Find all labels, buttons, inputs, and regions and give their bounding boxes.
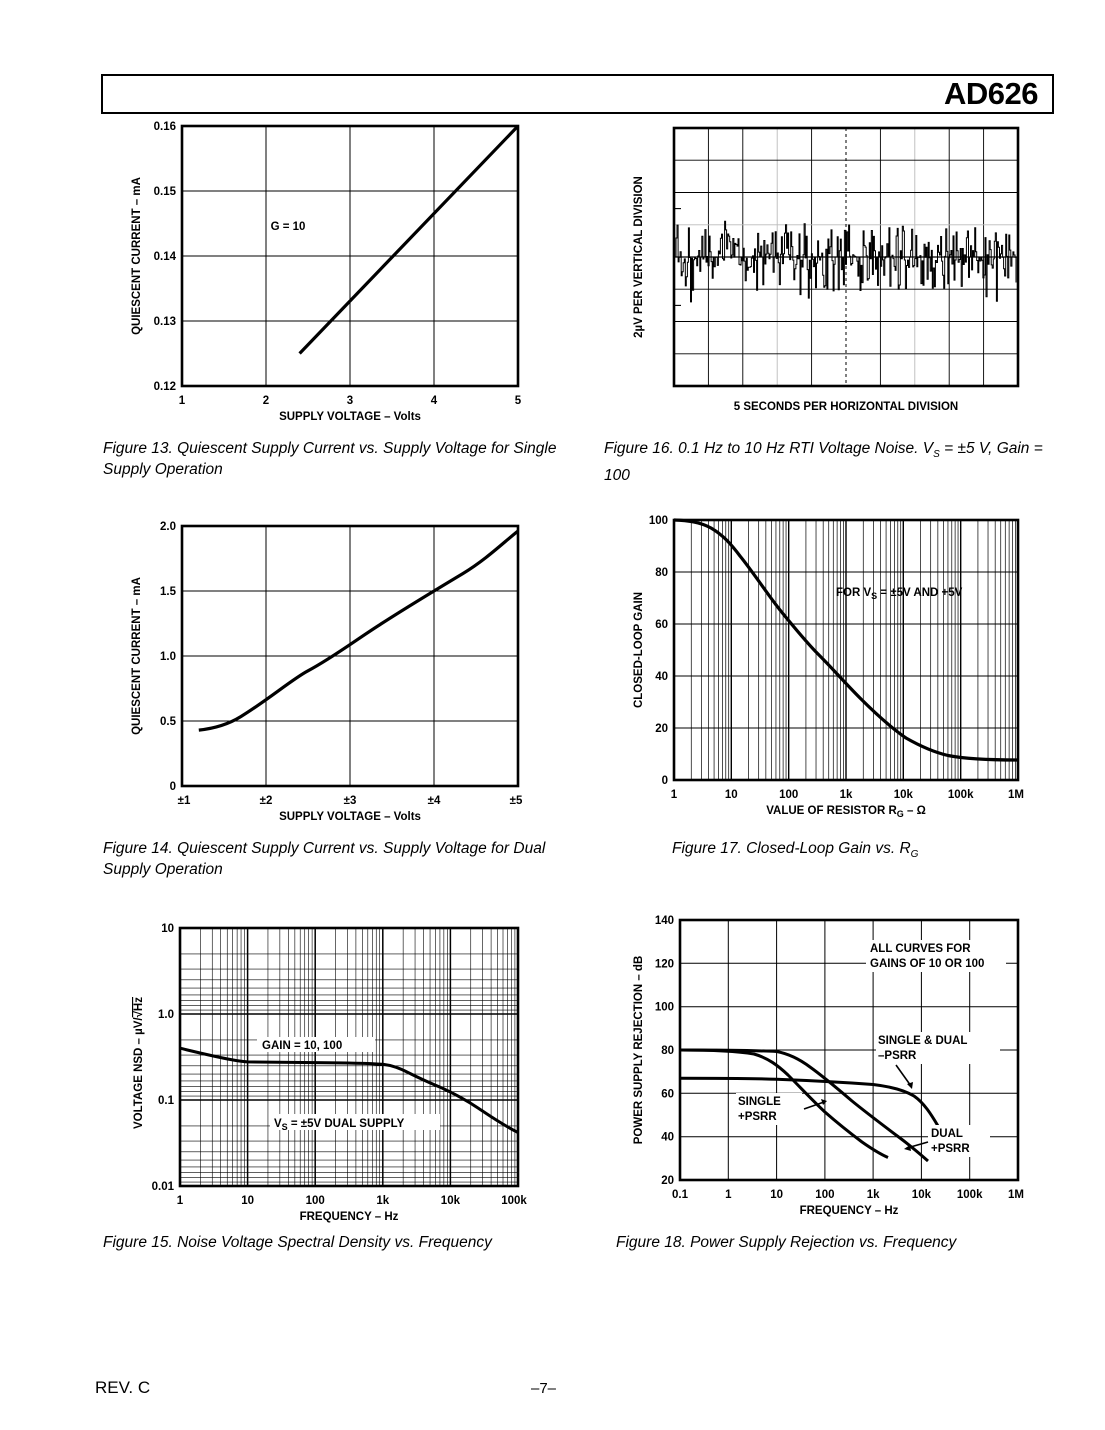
fig15-xtick-4: 10k [440,1195,460,1207]
fig18-leader-minus-psrr [896,1065,911,1086]
fig18-ytick-1: 120 [654,958,674,971]
fig17-ytick-3: 40 [655,671,668,683]
figure-17-caption-line1: Figure 17. Closed-Loop Gain vs. R [672,840,911,857]
figure-16-caption-line2: Gain = 100 [604,440,1043,485]
fig17-x-axis-label: VALUE OF RESISTOR $R_G$ – Ω [766,805,926,819]
fig18-xtick-3: 100 [815,1189,835,1201]
fig18-annotation-single-psrr-line2: +PSRR [738,1111,777,1123]
fig15-major-gridlines [180,928,518,1186]
fig15-xtick-5: 100k [501,1195,527,1207]
figure-18 [628,912,1028,1217]
fig18-ytick-5: 40 [661,1131,674,1144]
page-header-box [101,74,1054,114]
fig18-xtick-7: 1M [1008,1189,1024,1201]
fig15-minor-gridlines [180,928,518,1186]
figure-16-caption-line1: Figure 16. 0.1 Hz to 10 Hz RTI Voltage Noise. V [604,440,934,457]
fig13-xtick-1: 2 [262,395,270,407]
fig17-xtick-6: 1M [1008,789,1024,801]
fig13-gridlines [182,126,518,386]
figure-15-caption-line1: Figure 15. Noise Voltage Spectral Density vs. Frequency [103,1234,492,1251]
fig18-annotation-dual-psrr-line2: +PSRR [931,1143,970,1155]
fig15-axes-frame [180,928,518,1186]
fig15-ytick-0: 10 [161,923,174,935]
fig13-ytick-2: 0.14 [153,251,176,263]
figure-18-caption [616,1232,1076,1253]
fig14-xtick-4: ±5 [509,795,523,807]
figure-16-caption [604,438,1054,486]
fig14-gridlines [182,526,518,786]
figure-13-caption-line2: for Single Supply Operation [103,440,557,478]
figure-17-caption [672,838,1092,865]
figure-15 [118,918,538,1223]
fig18-annotation-minus-psrr-line2: –PSRR [878,1050,917,1062]
fig17-xtick-4: 10k [893,789,913,801]
fig15-ytick-3: 0.01 [151,1181,174,1193]
fig18-annotation-minus-psrr-line1: SINGLE & DUAL [878,1035,968,1047]
fig17-annotation-supply: FOR $V_S = \pm 5V$ AND +5V [836,587,963,601]
fig17-minor-gridlines [691,520,1015,780]
fig18-curve-minus-psrr [680,1078,953,1150]
figure-15-plot [118,918,538,1223]
fig15-ytick-1: 1.0 [158,1009,174,1021]
fig18-annotation-single-psrr-line1: SINGLE [738,1096,781,1108]
fig14-curve [199,531,518,730]
fig18-ytick-0: 140 [654,915,674,927]
fig18-ytick-2: 100 [654,1001,674,1014]
fig15-annotation-gain: GAIN = 10, 100 [262,1040,343,1052]
fig18-annotation-dual-psrr-line1: DUAL [931,1128,963,1140]
figure-15-caption [103,1232,573,1253]
figure-13-caption-line1: Figure 13. Quiescent Supply Current vs. Supply Voltage [103,440,487,457]
fig17-y-axis-label: CLOSED-LOOP GAIN [633,591,645,709]
fig14-x-axis-label: SUPPLY VOLTAGE – Volts [279,811,421,823]
fig14-ytick-3: 0.5 [160,716,176,728]
figure-16-caption-sub: S [933,449,940,461]
fig14-ytick-0: 2.0 [160,521,176,533]
fig15-x-axis-label: FREQUENCY – Hz [299,1211,399,1223]
fig15-xtick-0: 1 [176,1195,184,1207]
fig14-ytick-4: 0 [169,781,176,793]
fig13-ytick-1: 0.15 [153,186,176,198]
figure-14-plot [118,518,538,823]
fig16-x-axis-label: 5 SECONDS PER HORIZONTAL DIVISION [733,401,959,413]
fig13-annotation-gain: G = 10 [270,221,306,233]
figure-18-plot [628,912,1028,1217]
fig18-annotation-allcurves-line1: ALL CURVES FOR [870,943,971,955]
fig17-xtick-1: 10 [724,789,738,801]
figure-14-caption-line1: Figure 14. Quiescent Supply Current vs. Supply Voltage [103,840,487,857]
fig13-y-axis-label: QUIESCENT CURRENT – mA [131,177,143,335]
fig15-ytick-2: 0.1 [158,1095,174,1107]
fig18-ytick-4: 60 [661,1088,674,1101]
fig15-xtick-1: 10 [241,1195,254,1207]
part-number-title: AD626 [944,76,1038,111]
footer-page-number: –7– [531,1380,557,1397]
fig13-xtick-2: 3 [346,395,354,407]
figure-16-plot [628,118,1028,418]
fig15-annotation-supply: $V_S = \pm 5V$ DUAL SUPPLY [274,1118,405,1132]
fig17-xtick-3: 1k [839,789,853,801]
figure-13-plot [118,118,538,423]
fig17-xtick-5: 100k [947,789,974,801]
fig15-y-axis-label: VOLTAGE NSD – µV/√Hz [133,996,145,1130]
fig18-curve-dual-psrr [680,1050,928,1161]
fig18-xtick-5: 10k [911,1189,931,1201]
figure-14-caption [103,838,573,880]
fig17-ytick-0: 100 [648,515,668,527]
figure-16 [628,118,1028,418]
fig18-xtick-1: 1 [725,1189,732,1201]
fig17-ytick-4: 20 [655,723,668,735]
figure-13-caption [103,438,573,480]
fig18-y-axis-label: POWER SUPPLY REJECTION – dB [633,955,645,1145]
figure-13 [118,118,538,423]
fig13-ytick-3: 0.13 [153,316,176,328]
fig18-ytick-6: 20 [661,1175,674,1187]
fig18-annotation-allcurves-line2: GAINS OF 10 OR 100 [870,958,985,970]
fig13-xtick-0: 1 [178,395,186,407]
fig18-arrow-dual-psrr [904,1145,911,1151]
fig14-ytick-2: 1.0 [160,651,176,663]
fig17-ytick-5: 0 [661,775,668,787]
fig18-x-axis-label: FREQUENCY – Hz [799,1205,899,1217]
figure-18-caption-line1: Figure 18. Power Supply Rejection vs. Frequency [616,1234,957,1251]
fig14-y-axis-label: QUIESCENT CURRENT – mA [131,577,143,735]
fig14-xtick-2: ±3 [343,795,357,807]
fig17-ytick-2: 60 [655,619,668,631]
fig17-ytick-1: 80 [655,567,668,579]
footer-revision: REV. C [95,1378,151,1397]
figure-17 [628,512,1028,819]
fig14-xtick-3: ±4 [427,795,441,807]
figure-14 [118,518,538,823]
figure-17-caption-sub: G [910,849,919,861]
fig14-ytick-1: 1.5 [160,586,176,598]
fig13-curve [300,126,518,354]
fig18-ytick-3: 80 [661,1045,674,1057]
fig13-ytick-4: 0.12 [153,381,176,393]
fig14-xtick-0: ±1 [177,795,191,807]
fig13-ytick-0: 0.16 [153,121,176,133]
fig13-xtick-3: 4 [430,395,438,407]
fig14-xtick-1: ±2 [259,795,273,807]
fig13-xtick-4: 5 [514,395,522,407]
fig15-xtick-3: 1k [376,1195,390,1207]
fig18-xtick-6: 100k [956,1189,983,1201]
fig18-xtick-2: 10 [770,1189,783,1201]
figure-17-plot [628,512,1028,819]
fig13-x-axis-label: SUPPLY VOLTAGE – Volts [279,411,421,423]
fig17-xtick-0: 1 [670,789,678,801]
fig16-noise-trace [676,221,1016,302]
figure-14-caption-line2: for Dual Supply Operation [103,840,546,878]
figure-16-caption-line1b: = ±5 V, [939,440,993,457]
fig18-xtick-4: 1k [866,1189,880,1201]
fig18-xtick-0: 0.1 [672,1189,688,1201]
fig18-arrow-minus-psrr [907,1082,913,1089]
fig16-y-axis-label: 2µV PER VERTICAL DIVISION [633,176,645,338]
fig15-xtick-2: 100 [305,1195,325,1207]
fig17-xtick-2: 100 [779,789,799,801]
